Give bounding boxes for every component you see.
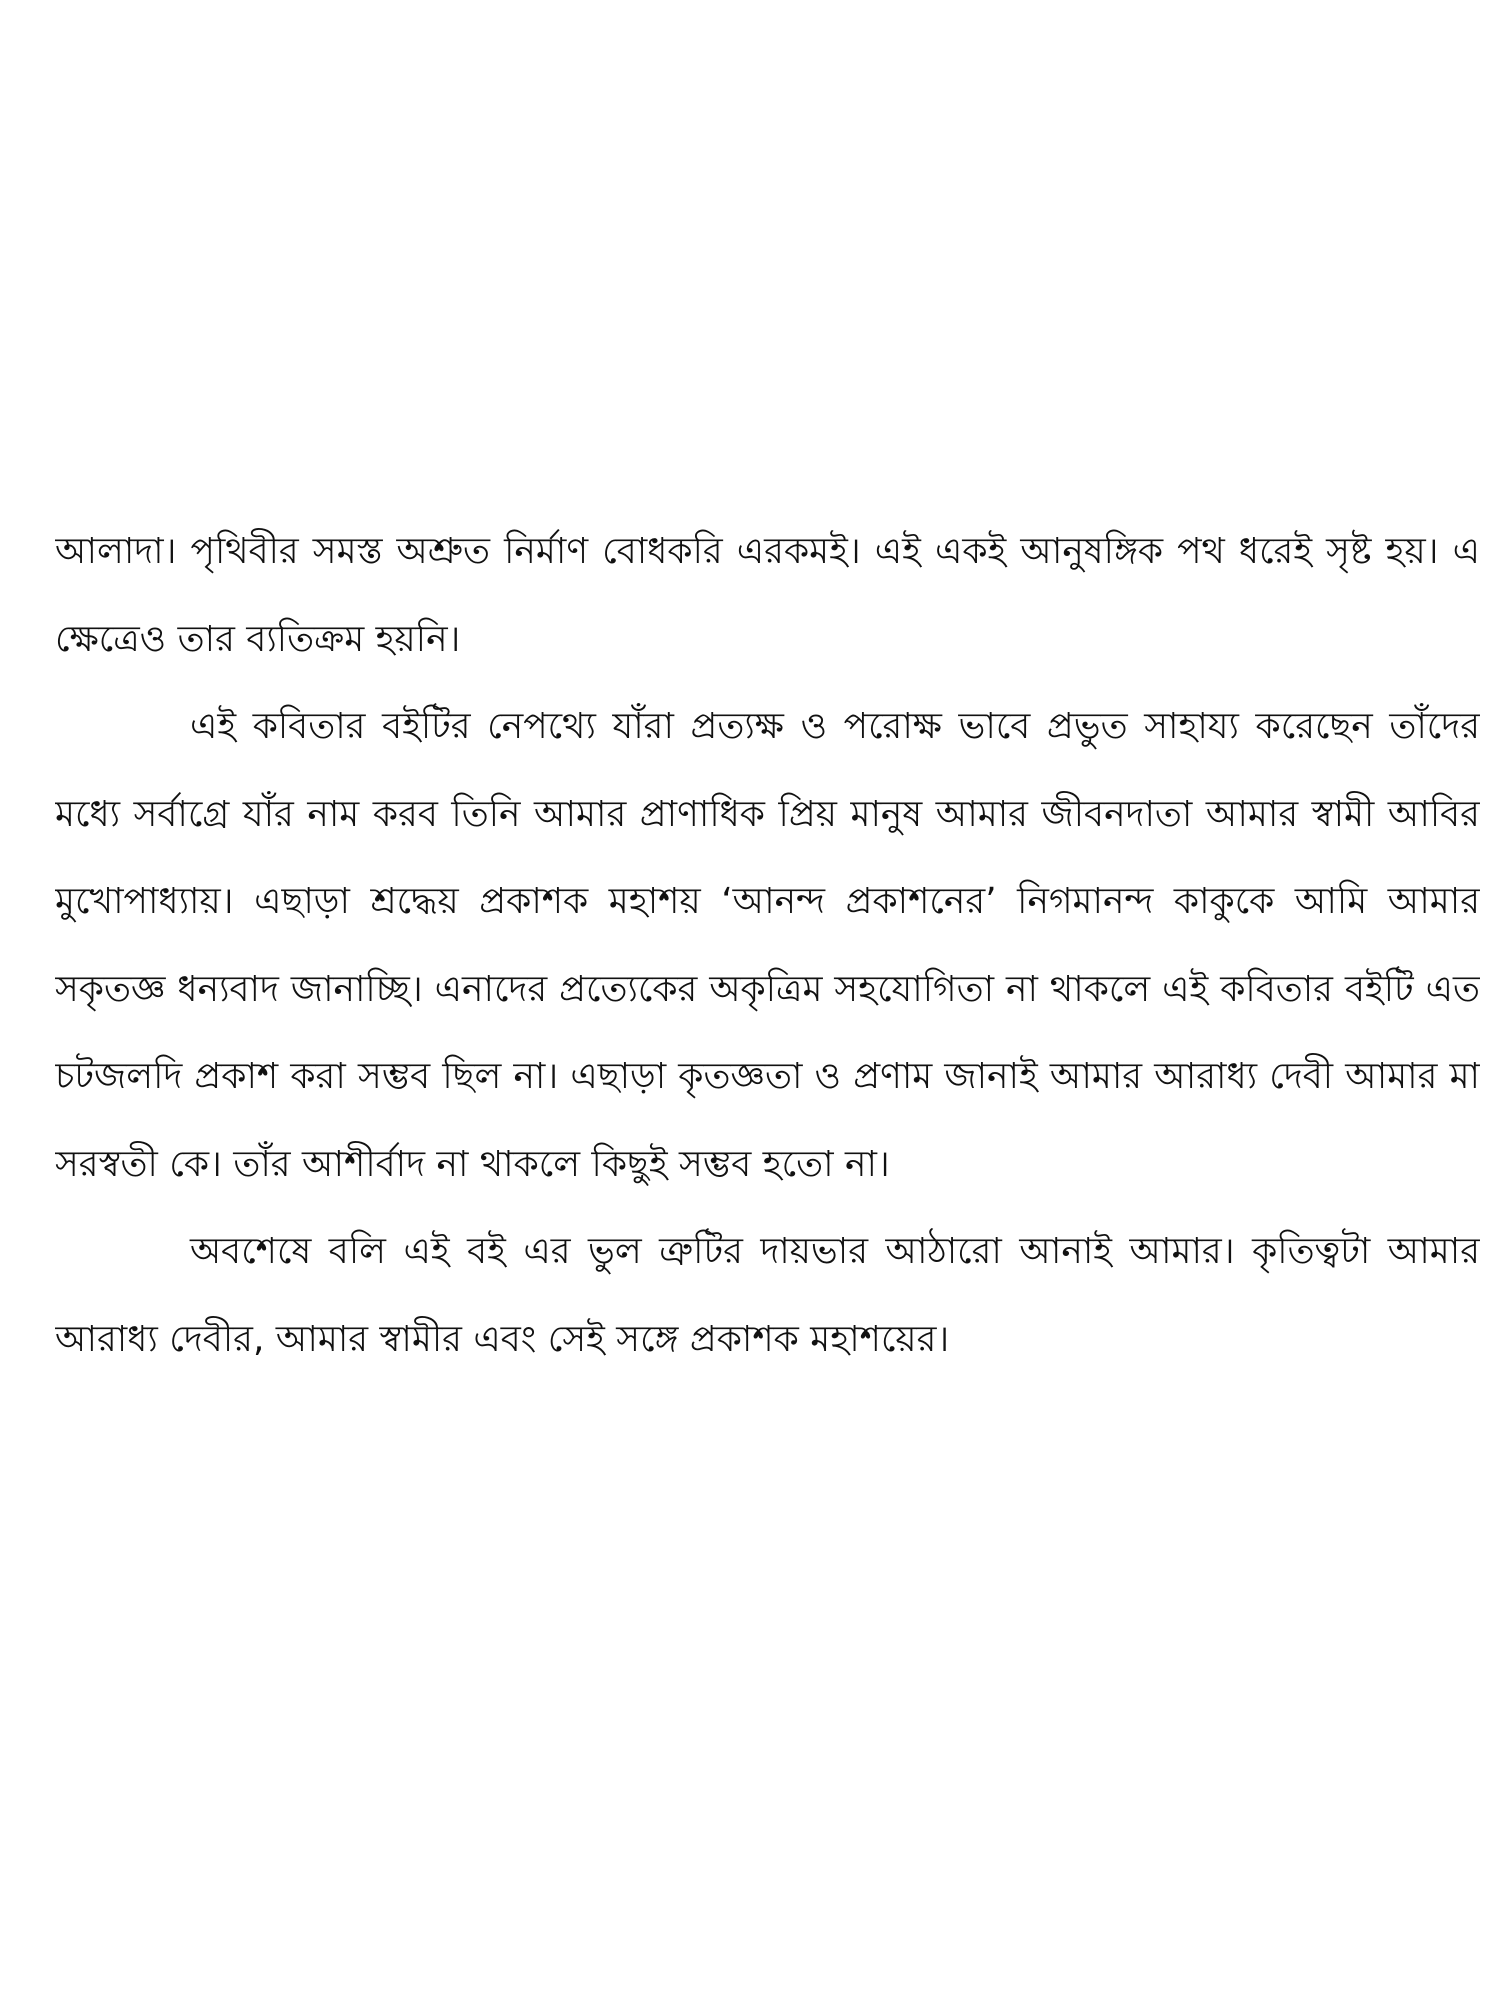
paragraph-continuation: আলাদা। পৃথিবীর সমস্ত অশ্রুত নির্মাণ বোধকরি এরকমই। এই একই আনুষঙ্গিক পথ ধরেই সৃষ্ট হয়। এ ক্ষেত্রেও তার ব্যতিক্রম হয়নি।: [55, 531, 1480, 660]
paragraph-acknowledgements: এই কবিতার বইটির নেপথ্যে যাঁরা প্রত্যক্ষ ও পরোক্ষ ভাবে প্রভুত সাহায্য করেছেন তাঁদের মধ্যে সর্বাগ্রে যাঁর নাম করব তিনি আমার প্রাণাধিক প্রিয় মানুষ আমার জীবনদাতা আমার স্বামী আবির মুখোপাধ্যায়। এছাড়া শ্রদ্ধেয় প্রকাশক মহাশয় ‘আনন্দ প্রকাশনের’ নিগমানন্দ কাকুকে আমি আমার সকৃতজ্ঞ ধন্যবাদ জানাচ্ছি। এনাদের প্রত্যেকের অকৃত্রিম সহযোগিতা না থাকলে এই কবিতার বইটি এত চটজলদি প্রকাশ করা সম্ভব ছিল না। এছাড়া কৃতজ্ঞতা ও প্রণাম জানাই আমার আরাধ্য দেবী আমার মা সরস্বতী কে। তাঁর আশীর্বাদ না থাকলে কিছুই সম্ভব হতো না।: [55, 706, 1480, 1185]
document-page: [55, 508, 1480, 1508]
paragraph-closing: অবশেষে বলি এই বই এর ভুল ত্রুটির দায়ভার আঠারো আনাই আমার। কৃতিত্বটা আমার আরাধ্য দেবীর, আমার স্বামীর এবং সেই সঙ্গে প্রকাশক মহাশয়ের।: [55, 1231, 1480, 1360]
